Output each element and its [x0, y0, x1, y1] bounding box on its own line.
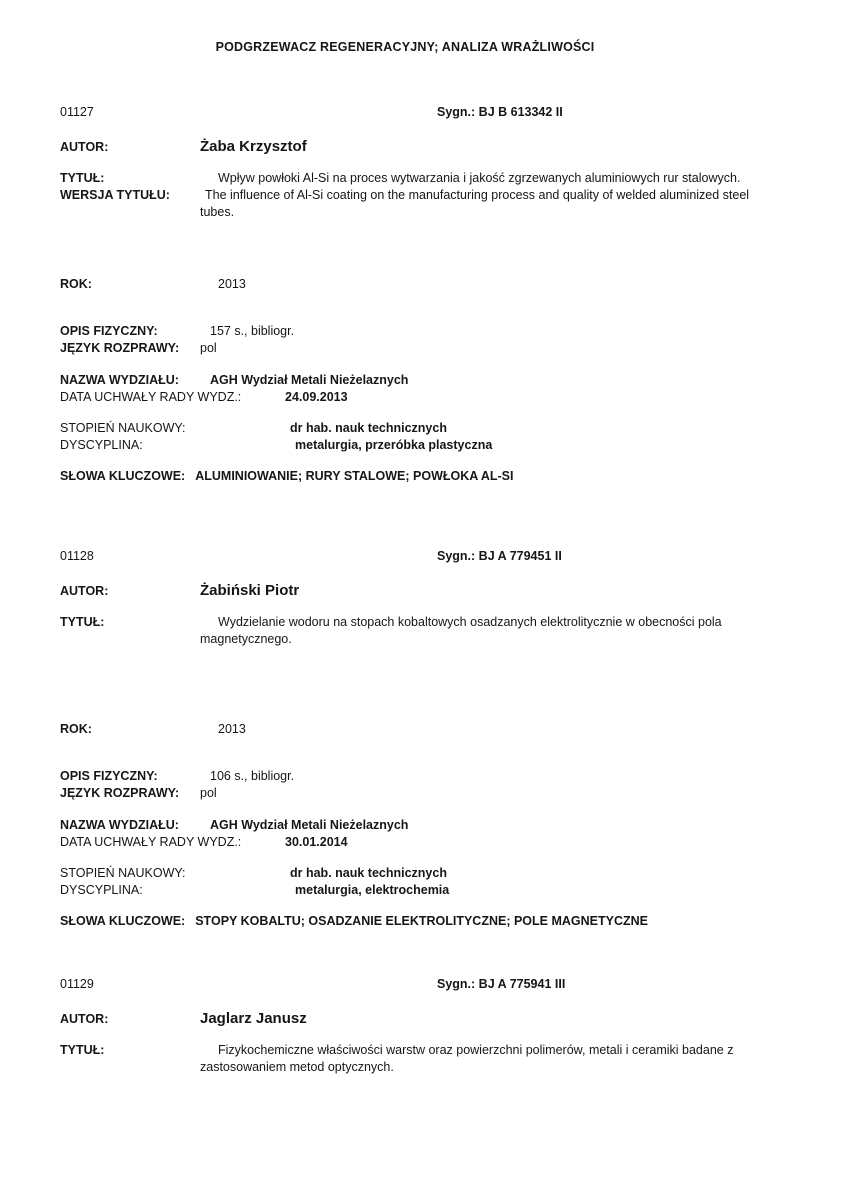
field-label-autor: AUTOR: — [60, 1012, 109, 1026]
field-value-tytul: Fizykochemiczne właściwości warstw oraz powierzchni polimerów, metali i ceramiki badane z zastosowaniem metod optycznych. — [200, 1043, 734, 1074]
field-value-tytul: Wydzielanie wodoru na stopach kobaltowych osadzanych elektrolitycznie w obecności pola magnetycznego. — [200, 615, 722, 646]
field-label-dyscyplina: DYSCYPLINA: — [60, 883, 143, 897]
field-label-nazwa-wydzialu: NAZWA WYDZIAŁU: — [60, 818, 179, 832]
field-label-dyscyplina: DYSCYPLINA: — [60, 438, 143, 452]
field-row-dyscyplina — [60, 882, 786, 899]
field-value-opis-fizyczny: 157 s., bibliogr. — [210, 324, 295, 338]
record-01129 — [60, 976, 786, 1076]
field-label-data-uchwaly: DATA UCHWAŁY RADY WYDZ.: — [60, 835, 242, 849]
record-id-line — [60, 548, 786, 565]
field-row-jezyk-rozprawy — [60, 340, 786, 357]
record-signature: Sygn.: BJ A 775941 III — [437, 977, 566, 991]
field-value-nazwa-wydzialu: AGH Wydział Metali Nieżelaznych — [210, 818, 409, 832]
field-row-rok — [60, 721, 786, 738]
field-value-data-uchwaly: 30.01.2014 — [285, 835, 348, 849]
field-value-autor: Żaba Krzysztof — [200, 138, 307, 155]
field-row-autor — [60, 581, 786, 601]
field-row-data-uchwaly — [60, 834, 786, 851]
field-row-tytul — [60, 1042, 786, 1076]
record-id-line — [60, 976, 786, 993]
record-01128 — [60, 548, 786, 930]
field-value-stopien-naukowy: dr hab. nauk technicznych — [290, 421, 447, 435]
field-label-rok: ROK: — [60, 277, 92, 291]
field-value-autor: Jaglarz Janusz — [200, 1010, 307, 1027]
field-label-jezyk-rozprawy: JĘZYK ROZPRAWY: — [60, 786, 180, 800]
field-label-stopien-naukowy: STOPIEŃ NAUKOWY: — [60, 421, 186, 435]
field-label-opis-fizyczny: OPIS FIZYCZNY: — [60, 324, 158, 338]
field-row-wersja-tytulu — [60, 187, 786, 221]
field-row-data-uchwaly — [60, 389, 786, 406]
field-value-rok: 2013 — [218, 277, 246, 291]
field-label-tytul: TYTUŁ: — [60, 615, 105, 629]
field-value-wersja-tytulu: The influence of Al-Si coating on the manufacturing process and quality of welded aluminized steel tubes. — [200, 188, 750, 219]
field-row-tytul — [60, 170, 786, 187]
page-title: PODGRZEWACZ REGENERACYJNY; ANALIZA WRAŻLIWOŚCI — [215, 40, 595, 54]
field-row-stopien-naukowy — [60, 865, 786, 882]
record-number: 01128 — [60, 549, 94, 563]
field-label-tytul: TYTUŁ: — [60, 171, 105, 185]
field-row-opis-fizyczny — [60, 768, 786, 785]
field-row-autor — [60, 1009, 786, 1029]
field-label-jezyk-rozprawy: JĘZYK ROZPRAWY: — [60, 341, 180, 355]
field-row-nazwa-wydzialu — [60, 372, 786, 389]
field-label-slowa-kluczowe: SŁOWA KLUCZOWE: — [60, 469, 186, 483]
field-value-tytul: Wpływ powłoki Al-Si na proces wytwarzania i jakość zgrzewanych aluminiowych rur stalowych. — [218, 171, 741, 185]
field-row-opis-fizyczny — [60, 323, 786, 340]
field-label-wersja-tytulu: WERSJA TYTUŁU: — [60, 188, 170, 202]
field-label-nazwa-wydzialu: NAZWA WYDZIAŁU: — [60, 373, 179, 387]
field-value-nazwa-wydzialu: AGH Wydział Metali Nieżelaznych — [210, 373, 409, 387]
record-number: 01127 — [60, 105, 94, 119]
field-label-stopien-naukowy: STOPIEŃ NAUKOWY: — [60, 866, 186, 880]
field-value-opis-fizyczny: 106 s., bibliogr. — [210, 769, 295, 783]
field-label-tytul: TYTUŁ: — [60, 1043, 105, 1057]
field-row-slowa-kluczowe — [60, 913, 786, 930]
field-value-dyscyplina: metalurgia, elektrochemia — [295, 883, 450, 897]
field-label-autor: AUTOR: — [60, 140, 109, 154]
field-label-rok: ROK: — [60, 722, 92, 736]
record-signature: Sygn.: BJ A 779451 II — [437, 549, 562, 563]
field-row-dyscyplina — [60, 437, 786, 454]
field-row-tytul — [60, 614, 786, 648]
field-label-opis-fizyczny: OPIS FIZYCZNY: — [60, 769, 158, 783]
field-row-rok — [60, 276, 786, 293]
record-number: 01129 — [60, 977, 94, 991]
field-label-data-uchwaly: DATA UCHWAŁY RADY WYDZ.: — [60, 390, 242, 404]
field-row-stopien-naukowy — [60, 420, 786, 437]
field-row-slowa-kluczowe — [60, 468, 786, 485]
field-value-jezyk-rozprawy: pol — [200, 786, 217, 800]
record-id-line — [60, 104, 786, 121]
record-signature: Sygn.: BJ B 613342 II — [437, 105, 563, 119]
field-row-nazwa-wydzialu — [60, 817, 786, 834]
field-label-slowa-kluczowe: SŁOWA KLUCZOWE: — [60, 914, 186, 928]
field-value-slowa-kluczowe: ALUMINIOWANIE; RURY STALOWE; POWŁOKA AL-SI — [195, 469, 514, 483]
field-value-data-uchwaly: 24.09.2013 — [285, 390, 348, 404]
field-row-jezyk-rozprawy — [60, 785, 786, 802]
field-row-autor — [60, 137, 786, 157]
field-label-autor: AUTOR: — [60, 584, 109, 598]
field-value-autor: Żabiński Piotr — [200, 582, 300, 599]
field-value-slowa-kluczowe: STOPY KOBALTU; OSADZANIE ELEKTROLITYCZNE; POLE MAGNETYCZNE — [195, 914, 649, 928]
field-value-rok: 2013 — [218, 722, 246, 736]
field-value-stopien-naukowy: dr hab. nauk technicznych — [290, 866, 447, 880]
record-01127 — [60, 104, 786, 485]
field-value-jezyk-rozprawy: pol — [200, 341, 217, 355]
field-value-dyscyplina: metalurgia, przeróbka plastyczna — [295, 438, 493, 452]
